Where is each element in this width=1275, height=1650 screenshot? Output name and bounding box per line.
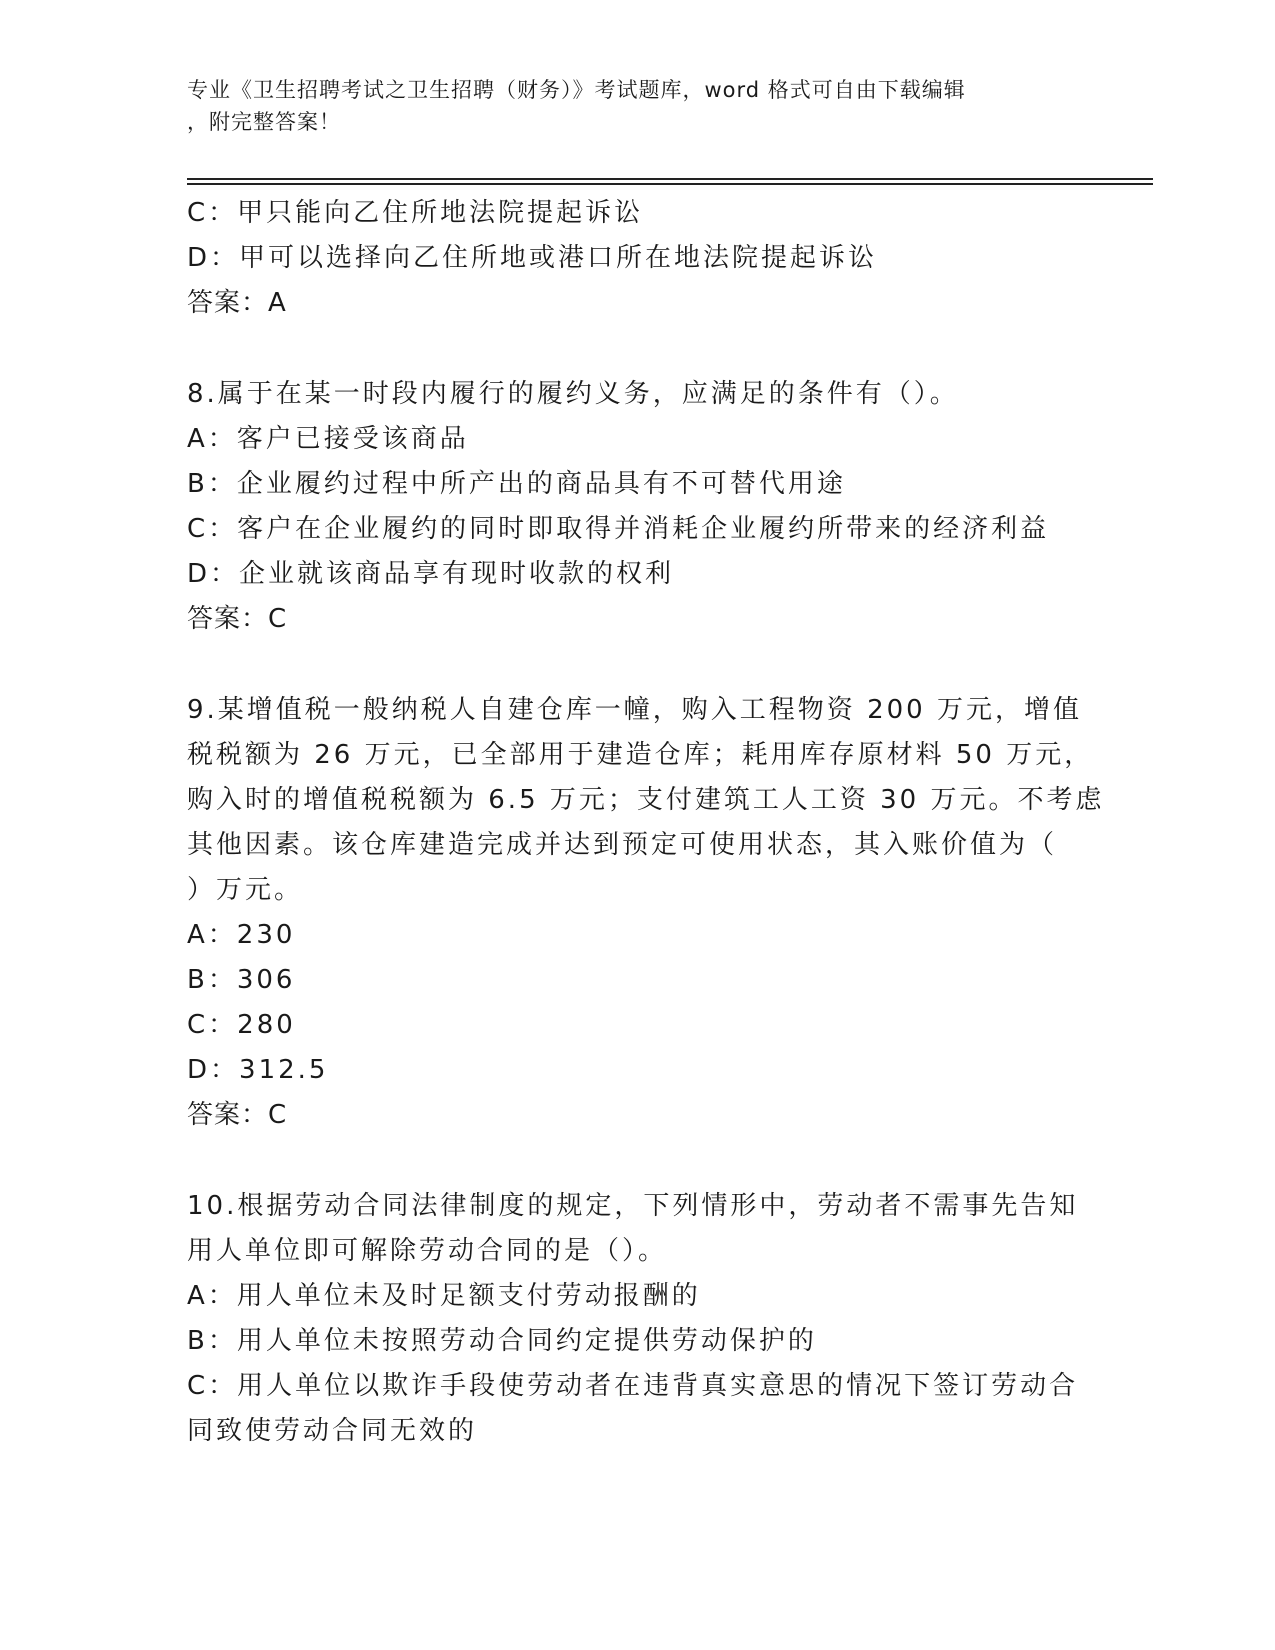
q9-answer: 答案：C	[187, 1100, 288, 1130]
header-title-line-2: ，附完整答案！	[187, 110, 341, 134]
q7-option-d: D：甲可以选择向乙住所地或港口所在地法院提起诉讼	[187, 243, 878, 273]
q10-option-b: B：用人单位未按照劳动合同约定提供劳动保护的	[187, 1326, 817, 1356]
q10-option-c-line-2: 同致使劳动合同无效的	[187, 1416, 478, 1446]
q9-stem-line-3: 购入时的增值税税额为 6.5 万元；支付建筑工人工资 30 万元。不考虑	[187, 785, 1105, 815]
q8-option-c: C：客户在企业履约的同时即取得并消耗企业履约所带来的经济利益	[187, 514, 1050, 544]
q8-option-b: B：企业履约过程中所产出的商品具有不可替代用途	[187, 469, 846, 499]
q9-stem-line-4: 其他因素。该仓库建造完成并达到预定可使用状态，其入账价值为（	[187, 830, 1058, 860]
q10-option-a: A：用人单位未及时足额支付劳动报酬的	[187, 1281, 701, 1311]
question-8	[187, 372, 1067, 642]
q9-option-a: A：230	[187, 920, 296, 950]
document-header	[187, 74, 1067, 138]
q9-stem-line-5: ）万元。	[187, 875, 304, 905]
q8-stem: 8.属于在某一时段内履行的履约义务，应满足的条件有（）。	[187, 379, 959, 409]
q9-option-b: B：306	[187, 965, 296, 995]
spacer	[187, 326, 1067, 372]
header-divider-top	[187, 178, 1153, 180]
q8-option-d: D：企业就该商品享有现时收款的权利	[187, 559, 675, 589]
spacer	[187, 642, 1067, 688]
header-title-line-1: 专业《卫生招聘考试之卫生招聘（财务）》考试题库，word 格式可自由下载编辑	[187, 78, 966, 102]
question-content	[187, 191, 1105, 1454]
question-7	[187, 191, 1067, 326]
q10-option-c-line-1: C：用人单位以欺诈手段使劳动者在违背真实意思的情况下签订劳动合	[187, 1371, 1079, 1401]
q8-option-a: A：客户已接受该商品	[187, 424, 469, 454]
q9-stem-line-1: 9.某增值税一般纳税人自建仓库一幢，购入工程物资 200 万元，增值	[187, 695, 1082, 725]
spacer	[187, 1138, 1067, 1184]
q7-option-c: C：甲只能向乙住所地法院提起诉讼	[187, 198, 644, 228]
q9-stem-line-2: 税税额为 26 万元，已全部用于建造仓库；耗用库存原材料 50 万元，	[187, 740, 1094, 770]
q8-answer: 答案：C	[187, 604, 288, 634]
question-9	[187, 688, 1105, 1138]
q9-option-d: D：312.5	[187, 1055, 329, 1085]
question-10	[187, 1184, 1079, 1454]
q9-option-c: C：280	[187, 1010, 296, 1040]
q7-answer: 答案：A	[187, 288, 287, 318]
q10-stem-line-1: 10.根据劳动合同法律制度的规定，下列情形中，劳动者不需事先告知	[187, 1191, 1079, 1221]
header-divider-bottom	[187, 183, 1153, 185]
q10-stem-line-2: 用人单位即可解除劳动合同的是（）。	[187, 1236, 668, 1266]
